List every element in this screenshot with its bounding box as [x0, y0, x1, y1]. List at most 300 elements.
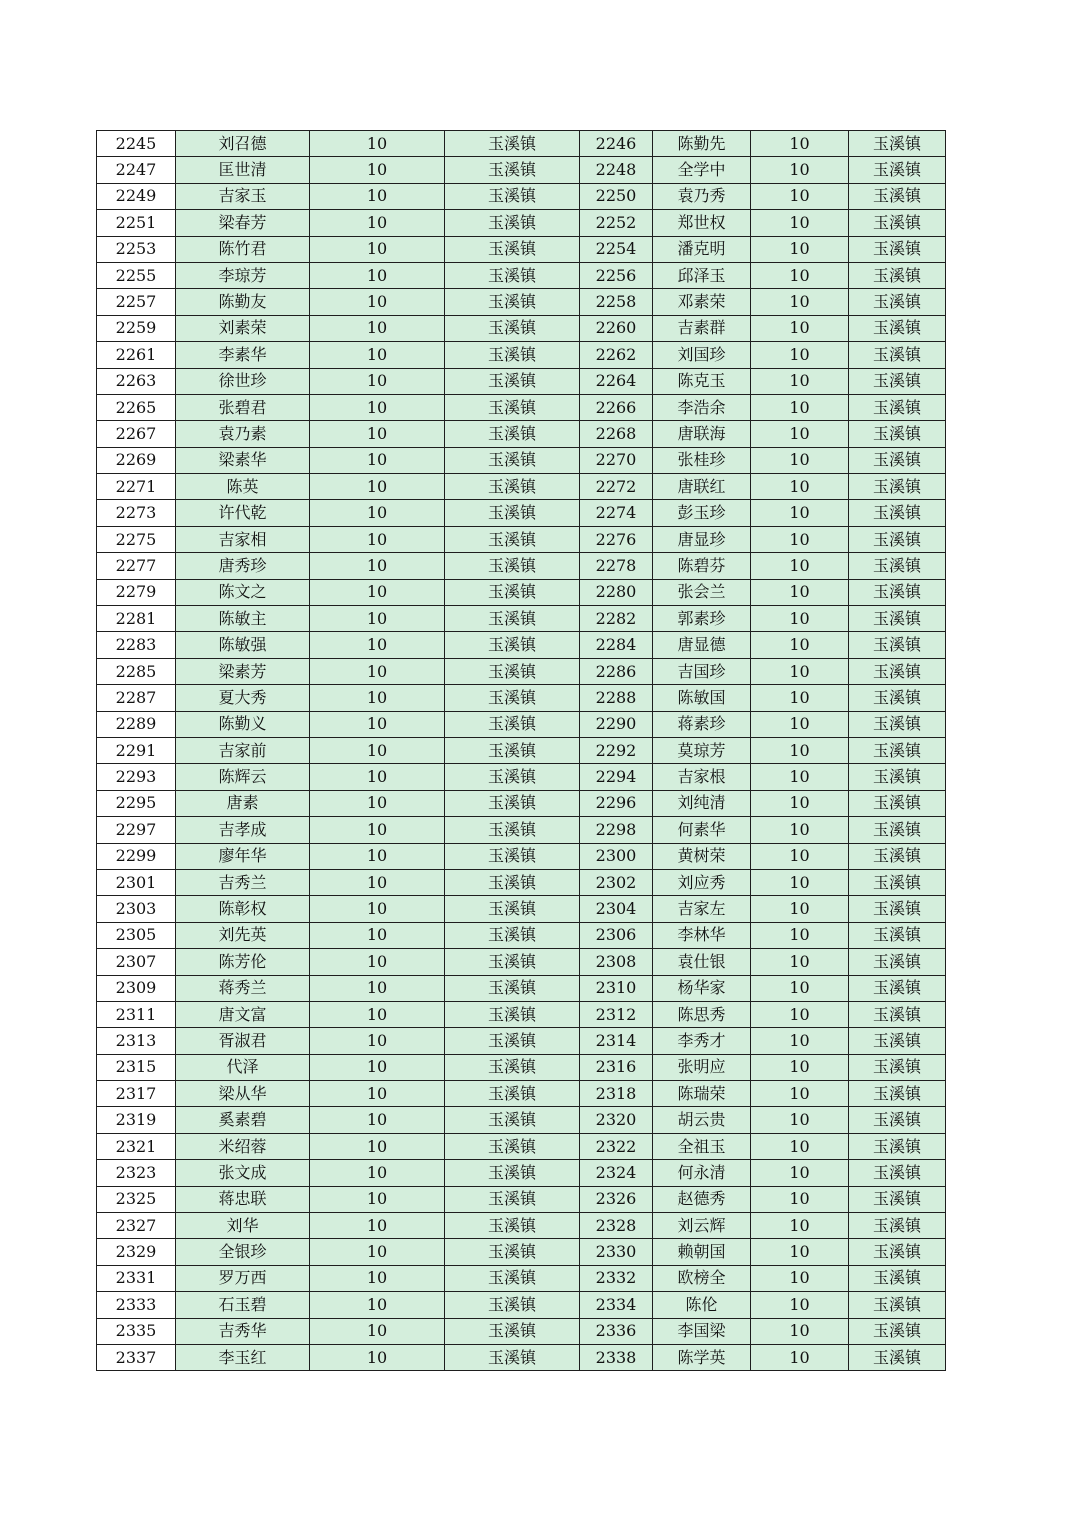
town-cell: 玉溪镇	[445, 1344, 580, 1370]
town-cell: 玉溪镇	[849, 869, 946, 895]
town-cell: 玉溪镇	[849, 1213, 946, 1239]
name-cell: 刘应秀	[653, 869, 751, 895]
amount-cell: 10	[751, 157, 849, 183]
serial-number-cell: 2318	[580, 1081, 653, 1107]
serial-number-cell: 2283	[97, 632, 176, 658]
town-cell: 玉溪镇	[445, 1001, 580, 1027]
amount-cell: 10	[310, 342, 445, 368]
name-cell: 吉孝成	[176, 817, 310, 843]
table-row	[97, 579, 946, 605]
serial-number-cell: 2337	[97, 1344, 176, 1370]
town-cell: 玉溪镇	[445, 658, 580, 684]
serial-number-cell: 2268	[580, 421, 653, 447]
town-cell: 玉溪镇	[445, 1318, 580, 1344]
name-cell: 李林华	[653, 922, 751, 948]
table-row	[97, 1318, 946, 1344]
name-cell: 李琼芳	[176, 262, 310, 288]
name-cell: 邱泽玉	[653, 262, 751, 288]
name-cell: 陈克玉	[653, 368, 751, 394]
serial-number-cell: 2248	[580, 157, 653, 183]
town-cell: 玉溪镇	[849, 737, 946, 763]
name-cell: 全学中	[653, 157, 751, 183]
table-row	[97, 342, 946, 368]
table-row	[97, 500, 946, 526]
serial-number-cell: 2285	[97, 658, 176, 684]
name-cell: 邓素荣	[653, 289, 751, 315]
name-cell: 陈瑞荣	[653, 1081, 751, 1107]
serial-number-cell: 2314	[580, 1028, 653, 1054]
table-row	[97, 1001, 946, 1027]
serial-number-cell: 2262	[580, 342, 653, 368]
amount-cell: 10	[310, 131, 445, 157]
name-cell: 刘先英	[176, 922, 310, 948]
town-cell: 玉溪镇	[849, 1186, 946, 1212]
amount-cell: 10	[751, 1213, 849, 1239]
town-cell: 玉溪镇	[849, 553, 946, 579]
amount-cell: 10	[751, 421, 849, 447]
town-cell: 玉溪镇	[849, 421, 946, 447]
town-cell: 玉溪镇	[445, 1265, 580, 1291]
amount-cell: 10	[310, 1239, 445, 1265]
amount-cell: 10	[310, 210, 445, 236]
serial-number-cell: 2278	[580, 553, 653, 579]
town-cell: 玉溪镇	[445, 632, 580, 658]
serial-number-cell: 2272	[580, 474, 653, 500]
serial-number-cell: 2332	[580, 1265, 653, 1291]
town-cell: 玉溪镇	[849, 1054, 946, 1080]
serial-number-cell: 2336	[580, 1318, 653, 1344]
serial-number-cell: 2273	[97, 500, 176, 526]
table-row	[97, 236, 946, 262]
serial-number-cell: 2247	[97, 157, 176, 183]
table-row	[97, 1028, 946, 1054]
table-row	[97, 685, 946, 711]
name-cell: 唐显珍	[653, 526, 751, 552]
amount-cell: 10	[751, 975, 849, 1001]
name-cell: 夏大秀	[176, 685, 310, 711]
serial-number-cell: 2330	[580, 1239, 653, 1265]
serial-number-cell: 2326	[580, 1186, 653, 1212]
name-cell: 何素华	[653, 817, 751, 843]
table-row	[97, 394, 946, 420]
name-cell: 吉家玉	[176, 183, 310, 209]
amount-cell: 10	[310, 394, 445, 420]
amount-cell: 10	[751, 526, 849, 552]
serial-number-cell: 2260	[580, 315, 653, 341]
amount-cell: 10	[751, 896, 849, 922]
name-cell: 陈伦	[653, 1292, 751, 1318]
name-cell: 刘云辉	[653, 1213, 751, 1239]
serial-number-cell: 2335	[97, 1318, 176, 1344]
name-cell: 石玉碧	[176, 1292, 310, 1318]
name-cell: 胥淑君	[176, 1028, 310, 1054]
amount-cell: 10	[310, 1001, 445, 1027]
name-cell: 代泽	[176, 1054, 310, 1080]
name-cell: 刘素荣	[176, 315, 310, 341]
name-cell: 唐显德	[653, 632, 751, 658]
serial-number-cell: 2291	[97, 737, 176, 763]
serial-number-cell: 2307	[97, 949, 176, 975]
amount-cell: 10	[310, 447, 445, 473]
serial-number-cell: 2322	[580, 1133, 653, 1159]
town-cell: 玉溪镇	[445, 500, 580, 526]
serial-number-cell: 2284	[580, 632, 653, 658]
town-cell: 玉溪镇	[849, 1028, 946, 1054]
town-cell: 玉溪镇	[849, 1292, 946, 1318]
town-cell: 玉溪镇	[849, 394, 946, 420]
town-cell: 玉溪镇	[849, 685, 946, 711]
serial-number-cell: 2315	[97, 1054, 176, 1080]
amount-cell: 10	[751, 1239, 849, 1265]
name-cell: 郑世权	[653, 210, 751, 236]
name-cell: 杨华家	[653, 975, 751, 1001]
town-cell: 玉溪镇	[445, 1239, 580, 1265]
town-cell: 玉溪镇	[445, 922, 580, 948]
amount-cell: 10	[310, 922, 445, 948]
table-row	[97, 1265, 946, 1291]
town-cell: 玉溪镇	[445, 289, 580, 315]
amount-cell: 10	[751, 1054, 849, 1080]
amount-cell: 10	[751, 1344, 849, 1370]
amount-cell: 10	[310, 183, 445, 209]
serial-number-cell: 2277	[97, 553, 176, 579]
town-cell: 玉溪镇	[445, 447, 580, 473]
amount-cell: 10	[310, 737, 445, 763]
amount-cell: 10	[751, 1107, 849, 1133]
town-cell: 玉溪镇	[445, 183, 580, 209]
amount-cell: 10	[310, 1107, 445, 1133]
amount-cell: 10	[310, 500, 445, 526]
amount-cell: 10	[310, 1213, 445, 1239]
name-cell: 赖朝国	[653, 1239, 751, 1265]
amount-cell: 10	[310, 711, 445, 737]
amount-cell: 10	[751, 658, 849, 684]
name-cell: 陈学英	[653, 1344, 751, 1370]
amount-cell: 10	[751, 1292, 849, 1318]
town-cell: 玉溪镇	[849, 1001, 946, 1027]
amount-cell: 10	[751, 764, 849, 790]
town-cell: 玉溪镇	[445, 1186, 580, 1212]
town-cell: 玉溪镇	[849, 658, 946, 684]
town-cell: 玉溪镇	[849, 131, 946, 157]
name-cell: 郭素珍	[653, 606, 751, 632]
town-cell: 玉溪镇	[445, 1292, 580, 1318]
amount-cell: 10	[310, 869, 445, 895]
serial-number-cell: 2334	[580, 1292, 653, 1318]
name-cell: 蒋素珍	[653, 711, 751, 737]
town-cell: 玉溪镇	[445, 1213, 580, 1239]
serial-number-cell: 2251	[97, 210, 176, 236]
amount-cell: 10	[310, 790, 445, 816]
name-cell: 刘召德	[176, 131, 310, 157]
name-cell: 陈敏强	[176, 632, 310, 658]
table-row	[97, 1186, 946, 1212]
serial-number-cell: 2298	[580, 817, 653, 843]
name-cell: 徐世珍	[176, 368, 310, 394]
amount-cell: 10	[310, 474, 445, 500]
name-cell: 陈竹君	[176, 236, 310, 262]
table-row	[97, 421, 946, 447]
amount-cell: 10	[310, 975, 445, 1001]
town-cell: 玉溪镇	[445, 421, 580, 447]
serial-number-cell: 2259	[97, 315, 176, 341]
town-cell: 玉溪镇	[849, 579, 946, 605]
amount-cell: 10	[310, 817, 445, 843]
town-cell: 玉溪镇	[849, 342, 946, 368]
town-cell: 玉溪镇	[445, 790, 580, 816]
amount-cell: 10	[310, 1344, 445, 1370]
serial-number-cell: 2257	[97, 289, 176, 315]
name-cell: 彭玉珍	[653, 500, 751, 526]
amount-cell: 10	[310, 315, 445, 341]
roster-table-body	[97, 131, 946, 1371]
town-cell: 玉溪镇	[445, 236, 580, 262]
serial-number-cell: 2333	[97, 1292, 176, 1318]
name-cell: 陈勤义	[176, 711, 310, 737]
table-row	[97, 1133, 946, 1159]
serial-number-cell: 2249	[97, 183, 176, 209]
serial-number-cell: 2317	[97, 1081, 176, 1107]
town-cell: 玉溪镇	[849, 236, 946, 262]
serial-number-cell: 2245	[97, 131, 176, 157]
table-row	[97, 632, 946, 658]
amount-cell: 10	[751, 949, 849, 975]
amount-cell: 10	[751, 711, 849, 737]
town-cell: 玉溪镇	[445, 1054, 580, 1080]
name-cell: 张文成	[176, 1160, 310, 1186]
table-row	[97, 949, 946, 975]
town-cell: 玉溪镇	[445, 975, 580, 1001]
town-cell: 玉溪镇	[849, 1107, 946, 1133]
amount-cell: 10	[751, 606, 849, 632]
town-cell: 玉溪镇	[445, 210, 580, 236]
name-cell: 奚素碧	[176, 1107, 310, 1133]
town-cell: 玉溪镇	[849, 1160, 946, 1186]
table-row	[97, 368, 946, 394]
serial-number-cell: 2266	[580, 394, 653, 420]
amount-cell: 10	[751, 1318, 849, 1344]
name-cell: 陈勤友	[176, 289, 310, 315]
amount-cell: 10	[751, 183, 849, 209]
town-cell: 玉溪镇	[445, 157, 580, 183]
serial-number-cell: 2289	[97, 711, 176, 737]
name-cell: 欧榜全	[653, 1265, 751, 1291]
serial-number-cell: 2279	[97, 579, 176, 605]
serial-number-cell: 2255	[97, 262, 176, 288]
town-cell: 玉溪镇	[849, 1265, 946, 1291]
name-cell: 唐秀珍	[176, 553, 310, 579]
serial-number-cell: 2313	[97, 1028, 176, 1054]
table-row	[97, 922, 946, 948]
name-cell: 梁素华	[176, 447, 310, 473]
serial-number-cell: 2312	[580, 1001, 653, 1027]
amount-cell: 10	[310, 368, 445, 394]
table-row	[97, 553, 946, 579]
amount-cell: 10	[751, 1265, 849, 1291]
town-cell: 玉溪镇	[445, 711, 580, 737]
name-cell: 陈英	[176, 474, 310, 500]
serial-number-cell: 2310	[580, 975, 653, 1001]
table-row	[97, 1344, 946, 1370]
table-row	[97, 210, 946, 236]
serial-number-cell: 2261	[97, 342, 176, 368]
town-cell: 玉溪镇	[849, 817, 946, 843]
amount-cell: 10	[751, 632, 849, 658]
name-cell: 罗万西	[176, 1265, 310, 1291]
town-cell: 玉溪镇	[445, 1160, 580, 1186]
serial-number-cell: 2292	[580, 737, 653, 763]
amount-cell: 10	[310, 1133, 445, 1159]
town-cell: 玉溪镇	[445, 896, 580, 922]
name-cell: 张明应	[653, 1054, 751, 1080]
serial-number-cell: 2329	[97, 1239, 176, 1265]
name-cell: 袁仕银	[653, 949, 751, 975]
name-cell: 唐联海	[653, 421, 751, 447]
serial-number-cell: 2267	[97, 421, 176, 447]
serial-number-cell: 2308	[580, 949, 653, 975]
amount-cell: 10	[751, 236, 849, 262]
amount-cell: 10	[310, 685, 445, 711]
table-row	[97, 447, 946, 473]
serial-number-cell: 2309	[97, 975, 176, 1001]
amount-cell: 10	[310, 1081, 445, 1107]
serial-number-cell: 2294	[580, 764, 653, 790]
name-cell: 吉秀华	[176, 1318, 310, 1344]
town-cell: 玉溪镇	[445, 1107, 580, 1133]
serial-number-cell: 2265	[97, 394, 176, 420]
town-cell: 玉溪镇	[849, 1318, 946, 1344]
amount-cell: 10	[751, 131, 849, 157]
name-cell: 吉家相	[176, 526, 310, 552]
serial-number-cell: 2338	[580, 1344, 653, 1370]
name-cell: 许代乾	[176, 500, 310, 526]
town-cell: 玉溪镇	[445, 342, 580, 368]
town-cell: 玉溪镇	[445, 315, 580, 341]
name-cell: 刘国珍	[653, 342, 751, 368]
town-cell: 玉溪镇	[445, 526, 580, 552]
name-cell: 潘克明	[653, 236, 751, 262]
serial-number-cell: 2271	[97, 474, 176, 500]
table-row	[97, 1160, 946, 1186]
amount-cell: 10	[751, 342, 849, 368]
serial-number-cell: 2327	[97, 1213, 176, 1239]
name-cell: 梁素芳	[176, 658, 310, 684]
name-cell: 陈敏主	[176, 606, 310, 632]
town-cell: 玉溪镇	[849, 1081, 946, 1107]
name-cell: 李浩余	[653, 394, 751, 420]
amount-cell: 10	[310, 896, 445, 922]
amount-cell: 10	[751, 1186, 849, 1212]
amount-cell: 10	[310, 236, 445, 262]
serial-number-cell: 2305	[97, 922, 176, 948]
amount-cell: 10	[310, 1160, 445, 1186]
name-cell: 吉国珍	[653, 658, 751, 684]
town-cell: 玉溪镇	[849, 157, 946, 183]
town-cell: 玉溪镇	[849, 711, 946, 737]
town-cell: 玉溪镇	[849, 975, 946, 1001]
table-row	[97, 1081, 946, 1107]
table-row	[97, 606, 946, 632]
serial-number-cell: 2320	[580, 1107, 653, 1133]
town-cell: 玉溪镇	[445, 949, 580, 975]
serial-number-cell: 2252	[580, 210, 653, 236]
name-cell: 陈碧芬	[653, 553, 751, 579]
amount-cell: 10	[751, 869, 849, 895]
name-cell: 何永清	[653, 1160, 751, 1186]
serial-number-cell: 2253	[97, 236, 176, 262]
serial-number-cell: 2328	[580, 1213, 653, 1239]
serial-number-cell: 2304	[580, 896, 653, 922]
name-cell: 廖年华	[176, 843, 310, 869]
town-cell: 玉溪镇	[849, 764, 946, 790]
serial-number-cell: 2256	[580, 262, 653, 288]
name-cell: 黄树荣	[653, 843, 751, 869]
serial-number-cell: 2311	[97, 1001, 176, 1027]
table-row	[97, 131, 946, 157]
table-row	[97, 975, 946, 1001]
amount-cell: 10	[310, 526, 445, 552]
amount-cell: 10	[751, 210, 849, 236]
serial-number-cell: 2321	[97, 1133, 176, 1159]
amount-cell: 10	[310, 262, 445, 288]
amount-cell: 10	[751, 553, 849, 579]
amount-cell: 10	[310, 1186, 445, 1212]
name-cell: 张桂珍	[653, 447, 751, 473]
table-row	[97, 526, 946, 552]
town-cell: 玉溪镇	[445, 764, 580, 790]
serial-number-cell: 2287	[97, 685, 176, 711]
name-cell: 李国梁	[653, 1318, 751, 1344]
name-cell: 匡世清	[176, 157, 310, 183]
serial-number-cell: 2293	[97, 764, 176, 790]
name-cell: 梁春芳	[176, 210, 310, 236]
name-cell: 唐文富	[176, 1001, 310, 1027]
table-row	[97, 896, 946, 922]
serial-number-cell: 2303	[97, 896, 176, 922]
name-cell: 蒋忠联	[176, 1186, 310, 1212]
amount-cell: 10	[310, 1318, 445, 1344]
amount-cell: 10	[751, 394, 849, 420]
town-cell: 玉溪镇	[849, 632, 946, 658]
amount-cell: 10	[751, 368, 849, 394]
table-row	[97, 289, 946, 315]
serial-number-cell: 2316	[580, 1054, 653, 1080]
serial-number-cell: 2288	[580, 685, 653, 711]
town-cell: 玉溪镇	[445, 869, 580, 895]
amount-cell: 10	[751, 1081, 849, 1107]
town-cell: 玉溪镇	[445, 606, 580, 632]
amount-cell: 10	[310, 1292, 445, 1318]
name-cell: 陈辉云	[176, 764, 310, 790]
table-row	[97, 262, 946, 288]
amount-cell: 10	[310, 157, 445, 183]
town-cell: 玉溪镇	[445, 817, 580, 843]
serial-number-cell: 2270	[580, 447, 653, 473]
town-cell: 玉溪镇	[849, 896, 946, 922]
amount-cell: 10	[751, 790, 849, 816]
amount-cell: 10	[751, 262, 849, 288]
table-row	[97, 737, 946, 763]
town-cell: 玉溪镇	[445, 474, 580, 500]
amount-cell: 10	[310, 421, 445, 447]
name-cell: 陈文之	[176, 579, 310, 605]
serial-number-cell: 2276	[580, 526, 653, 552]
amount-cell: 10	[310, 606, 445, 632]
town-cell: 玉溪镇	[445, 368, 580, 394]
serial-number-cell: 2258	[580, 289, 653, 315]
town-cell: 玉溪镇	[445, 262, 580, 288]
name-cell: 米绍蓉	[176, 1133, 310, 1159]
